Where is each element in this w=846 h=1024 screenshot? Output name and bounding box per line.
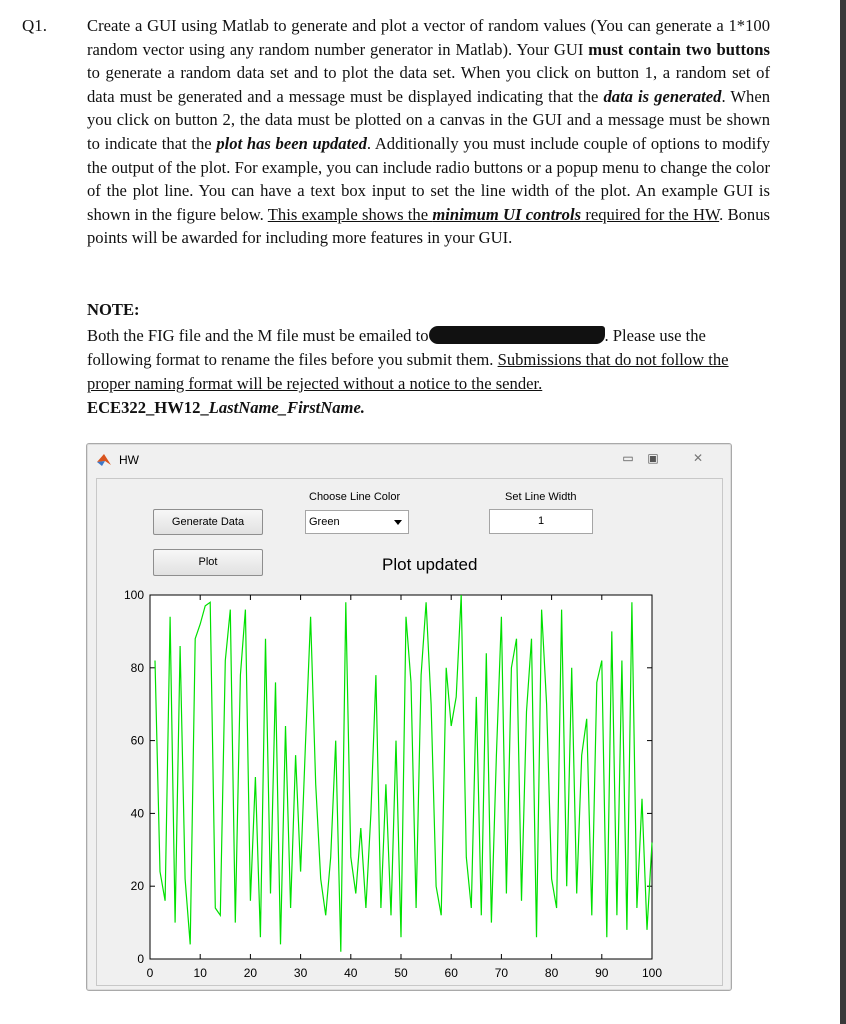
- x-tick-label: 40: [344, 966, 358, 980]
- plot-axes: [97, 555, 722, 985]
- status-message: Plot updated: [382, 555, 478, 574]
- line-color-label: Choose Line Color: [309, 491, 401, 503]
- y-tick-label: 0: [137, 952, 144, 966]
- y-tick-label: 20: [130, 879, 144, 894]
- redacted-email: [429, 326, 605, 344]
- close-icon[interactable]: ✕: [692, 451, 704, 465]
- x-tick-label: 80: [544, 966, 559, 980]
- x-tick-label: 60: [444, 966, 458, 980]
- x-tick-label: 50: [394, 966, 408, 980]
- window-title: HW: [119, 453, 139, 467]
- minimize-icon[interactable]: ▭: [622, 451, 634, 465]
- chevron-down-icon: [394, 520, 402, 525]
- y-tick-label: 60: [130, 733, 144, 748]
- x-tick-label: 70: [494, 966, 509, 980]
- y-tick-label: 80: [130, 660, 144, 675]
- maximize-icon[interactable]: ▣: [647, 451, 659, 465]
- question-text: Create a GUI using Matlab to generate and plot a vector of random values (You can generate a 1*100 random vector using any random number generator in Matlab). Your GUI must contain two buttons to generate a random data set and to plot the data set. When you click on button 1, a random set of data must be generated and a message must be displayed indicating that the data is generated. When you click on button 2, the data must be plotted on a canvas in the GUI and a message must be shown to indicate that the plot has been updated. Additionally you must include couple of options to modify the output of the plot. For example, you can include radio buttons or a popup menu to change the color of the plot line. You can have a text box input to set the line width of the plot. An example GUI is shown in the figure below. This example shows the minimum UI controls required for the HW. Bonus points will be awarded for including more features in your GUI.: [87, 16, 771, 248]
- note-text: Both the FIG file and the M file must be emailed to . Please use the following format to rename the files before you submit them. Submissions that do not follow the proper naming format will be rejected without a notice to the sender. ECE322_HW12_LastName_FirstName.: [87, 326, 729, 417]
- filename-format: ECE322_HW12_LastName_FirstName.: [87, 398, 365, 417]
- figure-canvas: [96, 478, 723, 986]
- gui-window: [86, 443, 732, 991]
- plot-button[interactable]: Plot: [153, 549, 263, 576]
- window-titlebar: [87, 444, 731, 474]
- x-tick-label: 30: [293, 966, 308, 980]
- question-number: Q1.: [22, 16, 48, 35]
- y-tick-label: 40: [130, 806, 144, 821]
- line-width-label: Set Line Width: [505, 491, 577, 503]
- generate-data-button[interactable]: Generate Data: [153, 509, 263, 535]
- x-tick-label: 20: [243, 966, 258, 980]
- line-color-select[interactable]: Green: [305, 510, 409, 534]
- note-heading: NOTE:: [87, 300, 140, 319]
- matlab-icon: [96, 453, 112, 467]
- page-edge-bar: [840, 0, 846, 1024]
- x-tick-label: 100: [641, 966, 663, 980]
- x-tick-label: 0: [146, 966, 154, 980]
- x-tick-label: 90: [595, 966, 609, 980]
- y-tick-label: 100: [123, 588, 144, 602]
- x-tick-label: 10: [193, 966, 207, 980]
- line-width-input[interactable]: 1: [489, 509, 593, 534]
